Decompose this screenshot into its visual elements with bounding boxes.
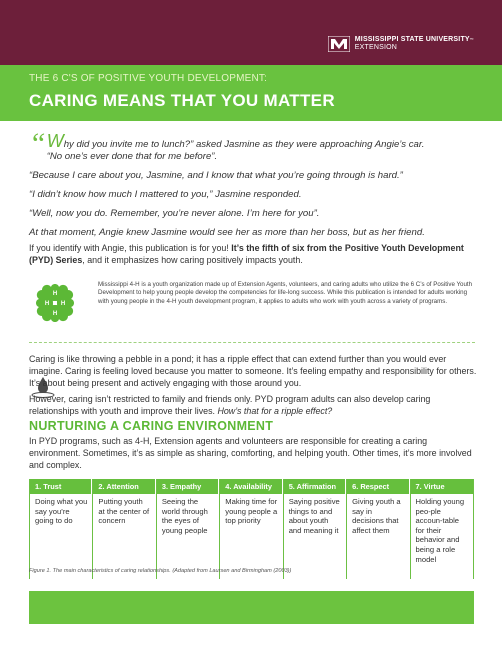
column-header: 2. Attention — [93, 479, 155, 494]
table-column — [29, 479, 93, 579]
table-column — [220, 479, 283, 579]
svg-text:H: H — [60, 301, 66, 307]
column-header: 7. Virtue — [411, 479, 473, 494]
msu-extension-logo[interactable] — [328, 36, 474, 52]
caring-characteristics-table — [29, 479, 474, 579]
column-cell: Making time for young people a top priority — [225, 497, 278, 526]
ripple-section — [29, 354, 477, 423]
story-line-1: hy did you invite me to lunch?” asked Jasmine as they were approaching Angie’s car. — [63, 139, 425, 150]
intro-bold: It’s the fifth of six from the Positive Youth Development (PYD) Series — [29, 243, 464, 265]
svg-text:H: H — [52, 291, 58, 297]
intro-tail: , and it emphasizes how caring positively impacts youth. — [82, 254, 303, 265]
svg-text:H: H — [44, 301, 50, 307]
story-paragraph: At that moment, Angie knew Jasmine would see her as more than her boss, but as her friend. — [29, 227, 425, 238]
column-cell: Saying positive things to and about youth and meaning it — [288, 497, 340, 535]
quote-mark-icon: “ — [29, 127, 46, 160]
ripple-paragraph-2 — [29, 394, 477, 418]
table-column — [157, 479, 220, 579]
division-name: EXTENSION — [354, 44, 398, 51]
column-header: 1. Trust — [30, 479, 92, 494]
column-cell: Giving youth a say in decisions that affect them — [352, 497, 401, 535]
footer-bar — [29, 591, 474, 624]
section-divider — [29, 342, 475, 343]
page-title: CARING MEANS THAT YOU MATTER — [29, 91, 335, 110]
header-bar — [0, 0, 502, 65]
figure-caption: Figure 1. The main characteristics of caring relationships. (Adapted from Laursen and Birmingham (2003)) — [29, 568, 292, 574]
drop-cap: W — [46, 131, 64, 151]
story-paragraph: “Well, now you do. Remember, you’re never alone. I’m here for you”. — [29, 208, 320, 219]
table-column — [411, 479, 474, 579]
table-column — [347, 479, 410, 579]
column-cell: Holding young peo-ple accoun-table for their behavior and being a role model — [415, 497, 465, 564]
opening-story — [29, 127, 479, 246]
trademark: ™ — [469, 37, 474, 42]
story-paragraph: “I didn’t know how much I mattered to you,” Jasmine responded. — [29, 189, 302, 200]
column-header: 6. Respect — [347, 479, 409, 494]
column-header: 4. Availability — [220, 479, 282, 494]
story-paragraph — [29, 127, 479, 163]
msu-wordmark — [355, 36, 474, 52]
column-cell: Doing what you say you’re going to do — [35, 497, 88, 526]
4h-clover-icon — [32, 280, 78, 326]
intro-lead: If you identify with Angie, this publication is for you! — [29, 243, 232, 253]
ripple-p2-lead: However, caring isn’t restricted to family and friends only. PYD program adults can also develop caring relationships with youth and improve their lives. — [29, 394, 431, 417]
column-header: 3. Empathy — [157, 479, 219, 494]
table-column — [284, 479, 347, 579]
ripple-p2-italic: How’s that for a ripple effect? — [217, 406, 333, 417]
table-column — [93, 479, 156, 579]
msu-logo-icon — [328, 36, 350, 52]
hero-banner — [0, 65, 502, 121]
column-cell: Seeing the world through the eyes of young people — [161, 497, 208, 535]
ripple-paragraph: Caring is like throwing a pebble in a pond; it has a ripple effect that can extend further than you would ever imagine. Caring is feeling loved because you matter to someone. It’s feeling empathy and responsibility for others. It’s about being present and actively engaging with those around you. — [29, 354, 477, 388]
svg-text:H: H — [52, 311, 58, 317]
story-paragraph: “Because I care about you, Jasmine, and I know that what you’re going through is hard.” — [29, 170, 403, 181]
series-kicker: THE 6 C'S OF POSITIVE YOUTH DEVELOPMENT: — [29, 73, 268, 84]
intro-paragraph — [29, 243, 474, 266]
section-heading: NURTURING A CARING ENVIRONMENT — [29, 419, 274, 433]
column-cell: Putting youth at the center of concern — [98, 497, 150, 526]
story-line-2: “No one’s ever done that for me before”. — [46, 151, 218, 162]
section-body: In PYD programs, such as 4-H, Extension agents and volunteers are responsible for creating a caring environment. Sometimes, it’s as simple as sharing, comforting, and helping youth. Other times, it’s more involved and complex. — [29, 436, 472, 470]
university-name: MISSISSIPPI STATE UNIVERSITY — [354, 36, 470, 43]
column-header: 5. Affirmation — [284, 479, 346, 494]
about-4h-text: Mississippi 4-H is a youth organization made up of Extension Agents, volunteers, and caring adults who utilize the 6 C’s of Positive Youth Development to help young people develop the competencies for life-long success. While this publication is intended for adults working with young people in the 4-H youth development program, it applies to adults who work with youth across a variety of programs. — [98, 281, 473, 305]
